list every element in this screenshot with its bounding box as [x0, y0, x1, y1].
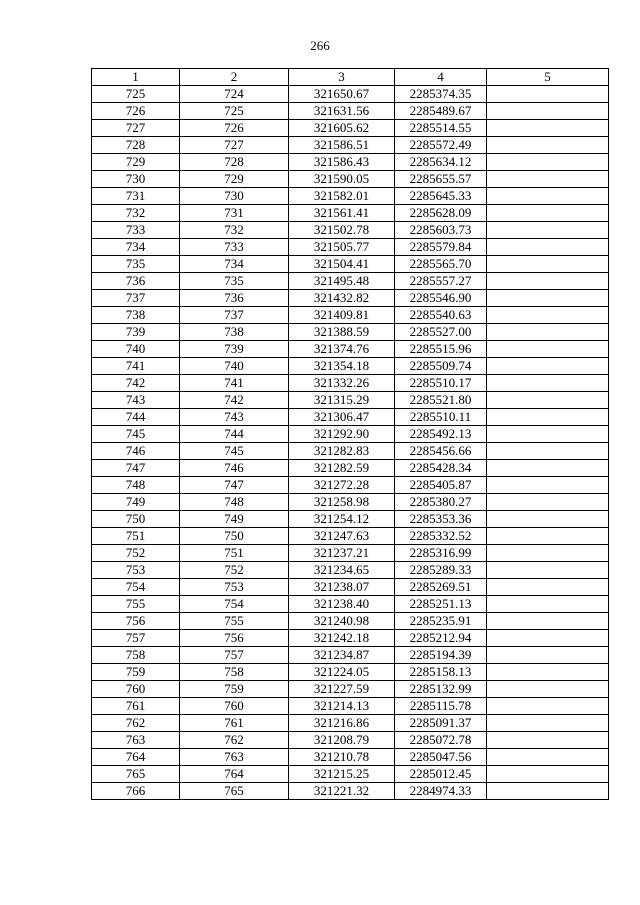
table-cell-col-2: 753: [180, 579, 289, 596]
table-cell-col-4: 2285572.49: [395, 137, 487, 154]
table-cell-col-5: [487, 426, 609, 443]
table-cell-col-1: 766: [92, 783, 180, 800]
table-cell-col-1: 738: [92, 307, 180, 324]
table-cell-col-3: 321237.21: [289, 545, 395, 562]
table-cell-col-1: 756: [92, 613, 180, 630]
table-cell-col-1: 755: [92, 596, 180, 613]
table-cell-col-3: 321254.12: [289, 511, 395, 528]
table-cell-col-1: 734: [92, 239, 180, 256]
table-cell-col-4: 2285428.34: [395, 460, 487, 477]
column-header-2: 2: [180, 69, 289, 86]
table-cell-col-1: 730: [92, 171, 180, 188]
table-row: [92, 392, 609, 409]
table-row: [92, 307, 609, 324]
table-cell-col-5: [487, 647, 609, 664]
table-cell-col-4: 2285194.39: [395, 647, 487, 664]
table-cell-col-3: 321306.47: [289, 409, 395, 426]
table-cell-col-4: 2285557.27: [395, 273, 487, 290]
table-cell-col-4: 2285456.66: [395, 443, 487, 460]
table-cell-col-4: 2285158.13: [395, 664, 487, 681]
table-cell-col-4: 2285091.37: [395, 715, 487, 732]
table-cell-col-3: 321354.18: [289, 358, 395, 375]
table-cell-col-5: [487, 681, 609, 698]
table-cell-col-5: [487, 664, 609, 681]
table-cell-col-4: 2285374.35: [395, 86, 487, 103]
table-cell-col-2: 742: [180, 392, 289, 409]
table-cell-col-2: 733: [180, 239, 289, 256]
column-header-3: 3: [289, 69, 395, 86]
table-cell-col-2: 761: [180, 715, 289, 732]
table-cell-col-5: [487, 273, 609, 290]
table-cell-col-5: [487, 222, 609, 239]
table-cell-col-1: 727: [92, 120, 180, 137]
table-row: [92, 528, 609, 545]
table-cell-col-3: 321238.07: [289, 579, 395, 596]
table-cell-col-2: 740: [180, 358, 289, 375]
table-cell-col-3: 321215.25: [289, 766, 395, 783]
table-row: [92, 749, 609, 766]
table-cell-col-2: 750: [180, 528, 289, 545]
table-cell-col-4: 2285212.94: [395, 630, 487, 647]
table-cell-col-1: 751: [92, 528, 180, 545]
table-cell-col-2: 729: [180, 171, 289, 188]
table-cell-col-3: 321234.65: [289, 562, 395, 579]
table-cell-col-3: 321214.13: [289, 698, 395, 715]
table-cell-col-5: [487, 562, 609, 579]
table-row: [92, 120, 609, 137]
column-header-4: 4: [395, 69, 487, 86]
table-row: [92, 137, 609, 154]
table-row: [92, 290, 609, 307]
table-cell-col-5: [487, 120, 609, 137]
table-cell-col-4: 2285269.51: [395, 579, 487, 596]
table-cell-col-2: 726: [180, 120, 289, 137]
table-cell-col-5: [487, 749, 609, 766]
table-cell-col-5: [487, 766, 609, 783]
table-cell-col-3: 321292.90: [289, 426, 395, 443]
column-header-1: 1: [92, 69, 180, 86]
table-row: [92, 715, 609, 732]
table-body: [92, 86, 609, 800]
table-cell-col-1: 728: [92, 137, 180, 154]
table-cell-col-5: [487, 307, 609, 324]
table-cell-col-3: 321208.79: [289, 732, 395, 749]
table-cell-col-4: 2285579.84: [395, 239, 487, 256]
table-cell-col-2: 746: [180, 460, 289, 477]
table-row: [92, 256, 609, 273]
table-cell-col-4: 2285289.33: [395, 562, 487, 579]
table-cell-col-5: [487, 171, 609, 188]
table-cell-col-2: 751: [180, 545, 289, 562]
table-row: [92, 239, 609, 256]
table-cell-col-5: [487, 460, 609, 477]
table-cell-col-4: 2285655.57: [395, 171, 487, 188]
table-cell-col-3: 321238.40: [289, 596, 395, 613]
table-cell-col-3: 321247.63: [289, 528, 395, 545]
table-cell-col-4: 2285634.12: [395, 154, 487, 171]
table-cell-col-5: [487, 137, 609, 154]
table-cell-col-1: 731: [92, 188, 180, 205]
table-cell-col-5: [487, 545, 609, 562]
table-cell-col-1: 735: [92, 256, 180, 273]
table-cell-col-2: 747: [180, 477, 289, 494]
table-cell-col-3: 321258.98: [289, 494, 395, 511]
table-cell-col-5: [487, 630, 609, 647]
table-cell-col-5: [487, 324, 609, 341]
table-cell-col-2: 741: [180, 375, 289, 392]
table-cell-col-1: 740: [92, 341, 180, 358]
table-cell-col-5: [487, 86, 609, 103]
table-cell-col-3: 321227.59: [289, 681, 395, 698]
table-cell-col-4: 2285115.78: [395, 698, 487, 715]
table-cell-col-5: [487, 341, 609, 358]
table-cell-col-4: 2285012.45: [395, 766, 487, 783]
table-row: [92, 664, 609, 681]
table-cell-col-4: 2285492.13: [395, 426, 487, 443]
table-cell-col-4: 2285047.56: [395, 749, 487, 766]
table-cell-col-3: 321234.87: [289, 647, 395, 664]
table-cell-col-4: 2285510.11: [395, 409, 487, 426]
table-cell-col-3: 321332.26: [289, 375, 395, 392]
table-row: [92, 766, 609, 783]
table-cell-col-1: 739: [92, 324, 180, 341]
table-cell-col-2: 763: [180, 749, 289, 766]
table-row: [92, 783, 609, 800]
table-row: [92, 375, 609, 392]
table-cell-col-2: 727: [180, 137, 289, 154]
table-cell-col-2: 739: [180, 341, 289, 358]
table-cell-col-2: 759: [180, 681, 289, 698]
table-cell-col-2: 738: [180, 324, 289, 341]
table-cell-col-2: 756: [180, 630, 289, 647]
table-cell-col-3: 321504.41: [289, 256, 395, 273]
page-number: 266: [310, 38, 330, 53]
table-cell-col-2: 765: [180, 783, 289, 800]
table-cell-col-2: 762: [180, 732, 289, 749]
table-cell-col-1: 725: [92, 86, 180, 103]
table-row: [92, 698, 609, 715]
table-cell-col-5: [487, 392, 609, 409]
table-cell-col-5: [487, 103, 609, 120]
table-row: [92, 596, 609, 613]
table-cell-col-2: 758: [180, 664, 289, 681]
table-cell-col-4: 2285546.90: [395, 290, 487, 307]
table-cell-col-5: [487, 409, 609, 426]
table-row: [92, 494, 609, 511]
table-cell-col-2: 749: [180, 511, 289, 528]
table-cell-col-5: [487, 239, 609, 256]
table-cell-col-3: 321272.28: [289, 477, 395, 494]
table-cell-col-4: 2285510.17: [395, 375, 487, 392]
table-cell-col-3: 321586.43: [289, 154, 395, 171]
table-cell-col-1: 764: [92, 749, 180, 766]
table-cell-col-3: 321374.76: [289, 341, 395, 358]
table-row: [92, 426, 609, 443]
table-cell-col-2: 755: [180, 613, 289, 630]
table-cell-col-2: 748: [180, 494, 289, 511]
table-cell-col-3: 321388.59: [289, 324, 395, 341]
table-cell-col-1: 737: [92, 290, 180, 307]
table-cell-col-2: 757: [180, 647, 289, 664]
table-cell-col-4: 2285072.78: [395, 732, 487, 749]
table-row: [92, 613, 609, 630]
table-row: [92, 477, 609, 494]
table-row: [92, 324, 609, 341]
table-cell-col-4: 2285645.33: [395, 188, 487, 205]
table-cell-col-3: 321631.56: [289, 103, 395, 120]
table-cell-col-3: 321210.78: [289, 749, 395, 766]
table-cell-col-2: 728: [180, 154, 289, 171]
table-row: [92, 205, 609, 222]
table-cell-col-1: 749: [92, 494, 180, 511]
table-row: [92, 562, 609, 579]
table-cell-col-5: [487, 596, 609, 613]
table-cell-col-5: [487, 783, 609, 800]
table-cell-col-4: 2285235.91: [395, 613, 487, 630]
table-row: [92, 86, 609, 103]
table-cell-col-1: 752: [92, 545, 180, 562]
table-cell-col-1: 743: [92, 392, 180, 409]
table-row: [92, 188, 609, 205]
table-cell-col-2: 752: [180, 562, 289, 579]
coordinates-table: [91, 68, 609, 800]
table-cell-col-1: 750: [92, 511, 180, 528]
table-cell-col-5: [487, 715, 609, 732]
table-cell-col-1: 762: [92, 715, 180, 732]
table-cell-col-4: 2285509.74: [395, 358, 487, 375]
table-row: [92, 647, 609, 664]
table-cell-col-3: 321650.67: [289, 86, 395, 103]
table-cell-col-4: 2285332.52: [395, 528, 487, 545]
table-cell-col-4: 2285603.73: [395, 222, 487, 239]
table-cell-col-4: 2285527.00: [395, 324, 487, 341]
table-cell-col-3: 321505.77: [289, 239, 395, 256]
table-cell-col-1: 753: [92, 562, 180, 579]
table-cell-col-1: 742: [92, 375, 180, 392]
table-cell-col-1: 760: [92, 681, 180, 698]
table-cell-col-4: 2285251.13: [395, 596, 487, 613]
table-cell-col-2: 724: [180, 86, 289, 103]
table-cell-col-4: 2285489.67: [395, 103, 487, 120]
table-cell-col-1: 758: [92, 647, 180, 664]
table-cell-col-4: 2284974.33: [395, 783, 487, 800]
table-cell-col-3: 321221.32: [289, 783, 395, 800]
table-cell-col-1: 744: [92, 409, 180, 426]
table-cell-col-1: 748: [92, 477, 180, 494]
table-cell-col-2: 736: [180, 290, 289, 307]
table-cell-col-3: 321590.05: [289, 171, 395, 188]
table-cell-col-3: 321561.41: [289, 205, 395, 222]
table-cell-col-5: [487, 732, 609, 749]
table-cell-col-4: 2285628.09: [395, 205, 487, 222]
table-row: [92, 545, 609, 562]
table-row: [92, 630, 609, 647]
table-row: [92, 460, 609, 477]
table-cell-col-2: 760: [180, 698, 289, 715]
table-row: [92, 273, 609, 290]
table-cell-col-1: 765: [92, 766, 180, 783]
table-row: [92, 341, 609, 358]
table-cell-col-5: [487, 188, 609, 205]
table-cell-col-3: 321224.05: [289, 664, 395, 681]
table-cell-col-5: [487, 494, 609, 511]
table-cell-col-4: 2285132.99: [395, 681, 487, 698]
table-cell-col-1: 736: [92, 273, 180, 290]
table-cell-col-4: 2285353.36: [395, 511, 487, 528]
table-row: [92, 358, 609, 375]
table-cell-col-1: 733: [92, 222, 180, 239]
table-row: [92, 579, 609, 596]
table-row: [92, 154, 609, 171]
table-cell-col-5: [487, 256, 609, 273]
table-cell-col-4: 2285405.87: [395, 477, 487, 494]
table-cell-col-4: 2285565.70: [395, 256, 487, 273]
table-cell-col-2: 745: [180, 443, 289, 460]
table-row: [92, 681, 609, 698]
table-cell-col-2: 725: [180, 103, 289, 120]
table-cell-col-4: 2285316.99: [395, 545, 487, 562]
table-cell-col-2: 737: [180, 307, 289, 324]
table-header-row: [92, 69, 609, 86]
table-cell-col-3: 321240.98: [289, 613, 395, 630]
table-cell-col-3: 321282.59: [289, 460, 395, 477]
table-cell-col-3: 321582.01: [289, 188, 395, 205]
table-cell-col-1: 747: [92, 460, 180, 477]
table-cell-col-4: 2285540.63: [395, 307, 487, 324]
table-cell-col-1: 726: [92, 103, 180, 120]
table-cell-col-2: 744: [180, 426, 289, 443]
table-cell-col-1: 741: [92, 358, 180, 375]
table-cell-col-3: 321605.62: [289, 120, 395, 137]
table-cell-col-3: 321242.18: [289, 630, 395, 647]
table-row: [92, 511, 609, 528]
table-cell-col-2: 735: [180, 273, 289, 290]
table-row: [92, 222, 609, 239]
table-cell-col-5: [487, 375, 609, 392]
table-cell-col-1: 761: [92, 698, 180, 715]
table-cell-col-3: 321282.83: [289, 443, 395, 460]
table-cell-col-4: 2285514.55: [395, 120, 487, 137]
table-cell-col-1: 732: [92, 205, 180, 222]
table-cell-col-4: 2285515.96: [395, 341, 487, 358]
table-cell-col-2: 732: [180, 222, 289, 239]
table-cell-col-5: [487, 443, 609, 460]
table-cell-col-5: [487, 154, 609, 171]
table-cell-col-5: [487, 477, 609, 494]
table-cell-col-5: [487, 579, 609, 596]
table-cell-col-5: [487, 698, 609, 715]
table-cell-col-3: 321495.48: [289, 273, 395, 290]
table-row: [92, 409, 609, 426]
table-cell-col-1: 745: [92, 426, 180, 443]
table-cell-col-5: [487, 290, 609, 307]
table-cell-col-2: 730: [180, 188, 289, 205]
table-cell-col-2: 731: [180, 205, 289, 222]
table-cell-col-4: 2285521.80: [395, 392, 487, 409]
table-cell-col-3: 321432.82: [289, 290, 395, 307]
table-cell-col-3: 321315.29: [289, 392, 395, 409]
table-cell-col-5: [487, 528, 609, 545]
table-row: [92, 732, 609, 749]
table-cell-col-2: 743: [180, 409, 289, 426]
table-cell-col-5: [487, 358, 609, 375]
table-cell-col-5: [487, 613, 609, 630]
table-row: [92, 443, 609, 460]
table-cell-col-1: 754: [92, 579, 180, 596]
table-cell-col-4: 2285380.27: [395, 494, 487, 511]
table-cell-col-2: 754: [180, 596, 289, 613]
table-cell-col-5: [487, 205, 609, 222]
table-row: [92, 171, 609, 188]
table-cell-col-5: [487, 511, 609, 528]
table-cell-col-1: 746: [92, 443, 180, 460]
table-cell-col-3: 321586.51: [289, 137, 395, 154]
table-cell-col-1: 757: [92, 630, 180, 647]
table-cell-col-1: 759: [92, 664, 180, 681]
table-cell-col-1: 763: [92, 732, 180, 749]
table-cell-col-3: 321502.78: [289, 222, 395, 239]
table-row: [92, 103, 609, 120]
table-cell-col-2: 764: [180, 766, 289, 783]
table-cell-col-3: 321409.81: [289, 307, 395, 324]
table-cell-col-2: 734: [180, 256, 289, 273]
table-cell-col-3: 321216.86: [289, 715, 395, 732]
column-header-5: 5: [487, 69, 609, 86]
table-cell-col-1: 729: [92, 154, 180, 171]
